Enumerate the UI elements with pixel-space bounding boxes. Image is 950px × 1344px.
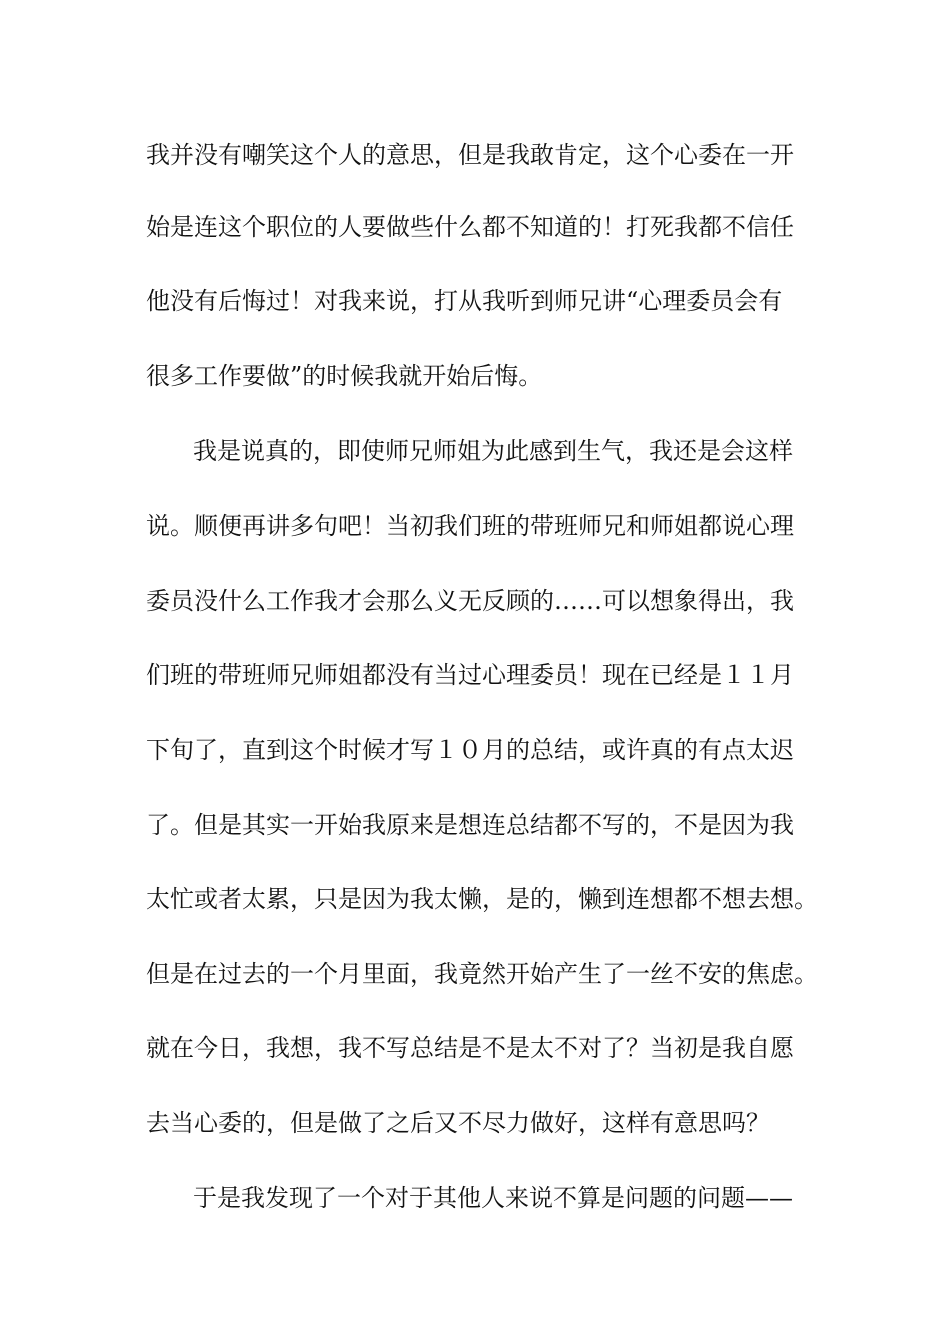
paragraph-start-line: 于是我发现了一个对于其他人来说不算是问题的问题—— — [193, 1184, 793, 1212]
paragraph-line: 但是在过去的一个月里面，我竟然开始产生了一丝不安的焦虑。 — [146, 960, 818, 988]
paragraph-line: 很多工作要做”的时候我就开始后悔。 — [146, 362, 543, 390]
paragraph-line: 就在今日，我想，我不写总结是不是太不对了？当初是我自愿 — [146, 1034, 794, 1062]
paragraph-line: 去当心委的，但是做了之后又不尽力做好，这样有意思吗？ — [146, 1109, 770, 1137]
paragraph-line: 了。但是其实一开始我原来是想连总结都不写的，不是因为我 — [146, 811, 794, 839]
paragraph-line: 们班的带班师兄师姐都没有当过心理委员！现在已经是１１月 — [146, 661, 794, 689]
paragraph-line: 下旬了，直到这个时候才写１０月的总结，或许真的有点太迟 — [146, 736, 794, 764]
paragraph-line: 说。顺便再讲多句吧！当初我们班的带班师兄和师姐都说心理 — [146, 512, 794, 540]
paragraph-line: 太忙或者太累，只是因为我太懒，是的，懒到连想都不想去想。 — [146, 885, 818, 913]
paragraph-line: 他没有后悔过！对我来说，打从我听到师兄讲“心理委员会有 — [146, 287, 783, 315]
paragraph-line: 委员没什么工作我才会那么义无反顾的……可以想象得出，我 — [146, 587, 794, 615]
paragraph-start-line: 我是说真的，即使师兄师姐为此感到生气，我还是会这样 — [193, 437, 793, 465]
paragraph-line: 始是连这个职位的人要做些什么都不知道的！打死我都不信任 — [146, 213, 794, 241]
paragraph-line: 我并没有嘲笑这个人的意思，但是我敢肯定，这个心委在一开 — [146, 141, 794, 169]
